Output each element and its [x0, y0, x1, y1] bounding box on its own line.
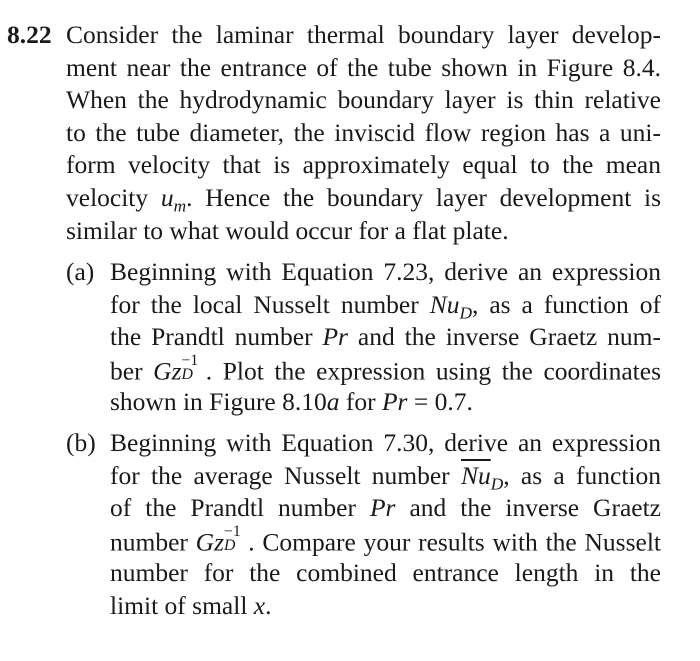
intro-line-7: similar to what would occur for a flat plate. [66, 215, 509, 245]
intro-line-2: ment near the entrance of the tube shown in Figure 8.4. [66, 52, 661, 82]
part-a-line-3: the Prandtl number Pr and the inverse Graetz num- [110, 322, 661, 352]
part-a-line-4: ber Gz −1 D . Plot the expression using the coordinates [110, 352, 662, 386]
prandtl-symbol: Pr [369, 493, 396, 523]
graetz-symbol: Gz [153, 356, 182, 386]
part-b-line-4: number Gz −1 D . Compare your results with the Nusselt [110, 523, 661, 557]
intro-line-5: form velocity that is approximately equal to the mean [66, 150, 661, 180]
problem-number: 8.22 [7, 20, 52, 49]
part-b-line-3: of the Prandtl number Pr and the inverse Graetz [110, 493, 661, 523]
prandtl-symbol: Pr [381, 387, 408, 417]
part-b-line-2: for the average Nusselt number $\overline{Nu}_D$, as a function [110, 460, 661, 494]
part-a-label: (a) [66, 257, 95, 286]
intro-line-6: velocity $u_m$. Hence the boundary layer development is [66, 183, 662, 216]
intro-line-3: When the hydrodynamic boundary layer is thin relative [66, 85, 661, 115]
part-b-line-5: number for the combined entrance length in the [110, 558, 661, 588]
prandtl-symbol: Pr [322, 322, 348, 352]
part-a-line-2: for the local Nusselt number $Nu_D$, as a function of [110, 289, 661, 323]
graetz-symbol: Gz [195, 527, 225, 557]
position-symbol: x [253, 591, 266, 620]
intro-line-1: Consider the laminar thermal boundary layer develop- [66, 20, 661, 49]
part-b-line-6: limit of small x. [110, 591, 272, 620]
part-a-line-5: shown in Figure 8.10a for Pr = 0.7. [110, 387, 473, 417]
average-nusselt-symbol: $\overline{Nu}$ [460, 460, 491, 490]
nusselt-symbol: Nu [429, 289, 460, 319]
part-a-line-1: Beginning with Equation 7.23, derive an expression [110, 257, 661, 286]
part-b-label: (b) [66, 428, 96, 457]
part-b-line-1: Beginning with Equation 7.30, derive an expression [110, 428, 661, 457]
velocity-symbol: u [160, 183, 174, 212]
intro-line-4: to the tube diameter, the inviscid flow region has a uni- [66, 117, 661, 147]
